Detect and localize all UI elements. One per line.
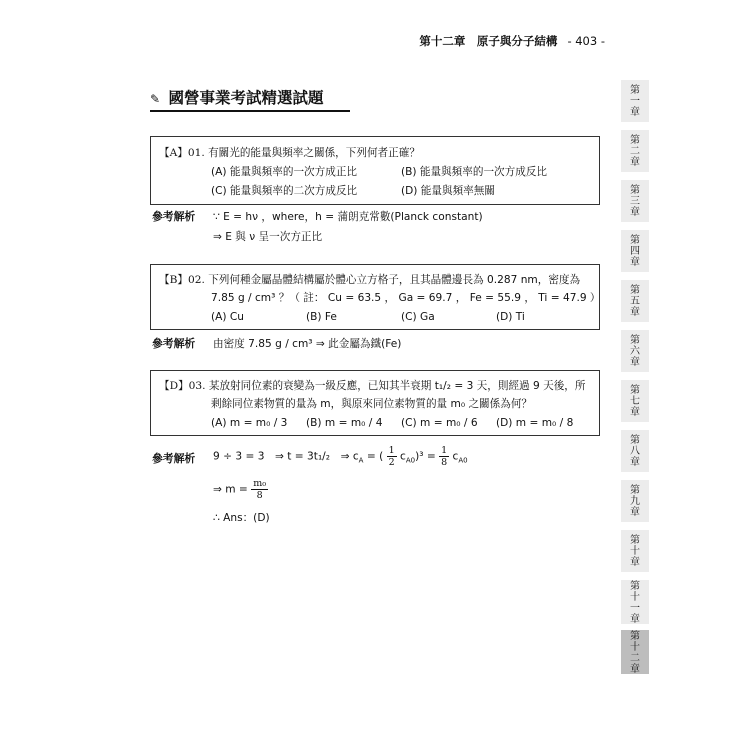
tab-chapter-8[interactable]: 第 八 章 xyxy=(621,430,649,475)
question-1-text: 有關光的能量與頻率之關係，下列何者正確？ xyxy=(208,147,420,159)
solution-1-label: 參考解析 xyxy=(152,210,196,223)
tab-chapter-5[interactable]: 第 五 章 xyxy=(621,280,649,325)
q1-option-b: (B) 能量與頻率的一次方成反比 xyxy=(401,166,548,178)
frac3-num: m₀ xyxy=(253,478,267,489)
question-2-text-1: 下列何種金屬晶體結構屬於體心立方格子，且其晶體邊長為 0.287 nm，密度為 xyxy=(208,274,581,286)
sol3-sub-a: A xyxy=(358,456,364,465)
tab-chapter-4[interactable]: 第 四 章 xyxy=(621,230,649,275)
running-header xyxy=(360,33,605,53)
tab-chapter-7[interactable]: 第 七 章 xyxy=(621,380,649,425)
tab-chapter-6[interactable]: 第 六 章 xyxy=(621,330,649,375)
q2-option-d: (D) Ti xyxy=(496,311,525,323)
solution-3-line-1 xyxy=(213,445,468,468)
frac1-num: 1 xyxy=(388,445,395,456)
tab-chapter-12[interactable]: 第 十 二 章 xyxy=(621,630,649,677)
q2-option-b: (B) Fe xyxy=(306,311,337,323)
q2-option-a: (A) Cu xyxy=(211,311,244,323)
q3-option-d: (D) m = m₀ / 8 xyxy=(496,417,574,429)
question-2-text-2: 7.85 g / cm³ ？（ 註： Cu = 63.5 ， Ga = 69.7 ， Fe = 55.9 ， Ti = 47.9 ） xyxy=(211,292,601,304)
tab-chapter-9[interactable]: 第 九 章 xyxy=(621,480,649,525)
question-box-3 xyxy=(150,370,600,436)
question-3-text-2: 剩餘同位素物質的量為 m，與原來同位素物質的量 m₀ 之關係為何？ xyxy=(211,398,533,410)
solution-3-label: 參考解析 xyxy=(152,452,196,465)
q1-option-d: (D) 能量與頻率無關 xyxy=(401,185,495,197)
solution-2-label: 參考解析 xyxy=(152,337,196,350)
question-1-stem xyxy=(159,144,420,163)
sol3-c: c xyxy=(400,450,406,463)
tab-chapter-1[interactable]: 第 一 章 xyxy=(621,80,649,125)
section-title xyxy=(150,86,350,112)
tab-chapter-11[interactable]: 第 十 一 章 xyxy=(621,580,649,627)
tab-chapter-2[interactable]: 第 二 章 xyxy=(621,130,649,175)
q1-option-c: (C) 能量與頻率的二次方成反比 xyxy=(211,185,358,197)
tab-chapter-3[interactable]: 第 三 章 xyxy=(621,180,649,225)
fraction-m0-over-8 xyxy=(251,478,268,501)
fraction-one-half xyxy=(387,445,397,468)
q3-option-c: (C) m = m₀ / 6 xyxy=(401,417,478,429)
sol3-eq-close: )³ = xyxy=(415,450,436,463)
frac2-den: 8 xyxy=(441,457,448,468)
section-title-text: 國營事業考試精選試題 xyxy=(168,89,324,107)
solution-3-answer: ∴ Ans：(D) xyxy=(213,512,270,524)
q3-option-a: (A) m = m₀ / 3 xyxy=(211,417,288,429)
chapter-title: 第十二章 原子與分子結構 xyxy=(419,34,558,48)
question-2-number: 【B】02. xyxy=(159,274,205,286)
solution-2-line-1: 由密度 7.85 g / cm³ ⇒ 此金屬為鐵(Fe) xyxy=(213,338,402,350)
pencil-icon: ✎ xyxy=(150,92,161,106)
fraction-one-eighth xyxy=(439,445,449,468)
frac2-num: 1 xyxy=(441,445,448,456)
sol3-c2: c xyxy=(452,450,459,463)
solution-3-line-2 xyxy=(213,478,268,501)
q3-option-b: (B) m = m₀ / 4 xyxy=(306,417,383,429)
question-3-stem xyxy=(159,377,586,396)
question-3-text-1: 某放射同位素的衰變為一級反應，已知其半衰期 t₁/₂ = 3 天，則經過 9 天後，所 xyxy=(208,380,586,392)
q1-option-a: (A) 能量與頻率的一次方成正比 xyxy=(211,166,358,178)
sol3-eq-open: = ( xyxy=(363,450,384,463)
solution-1-line-1: ∵ E = hν ，where，h = 蒲朗克常數(Planck constant) xyxy=(213,211,483,223)
question-1-number: 【A】01. xyxy=(159,147,205,159)
sol3-m-eq: ⇒ m = xyxy=(213,483,248,496)
question-box-2 xyxy=(150,264,600,330)
question-box-1 xyxy=(150,136,600,205)
q2-option-c: (C) Ga xyxy=(401,311,435,323)
sol3-sub-a0: A0 xyxy=(405,456,416,465)
tab-chapter-10[interactable]: 第 十 章 xyxy=(621,530,649,575)
solution-1-line-2: ⇒ E 與 ν 呈一次方正比 xyxy=(213,231,323,243)
question-2-stem xyxy=(159,271,580,290)
sol3-sub-a0-2: A0 xyxy=(458,456,468,465)
page-number: - 403 - xyxy=(567,34,605,48)
frac1-den: 2 xyxy=(388,457,395,468)
question-3-number: 【D】03. xyxy=(159,380,206,392)
sol3-step: 9 ÷ 3 = 3 ⇒ t = 3t₁/₂ ⇒ c xyxy=(213,450,359,463)
frac3-den: 8 xyxy=(256,490,263,501)
